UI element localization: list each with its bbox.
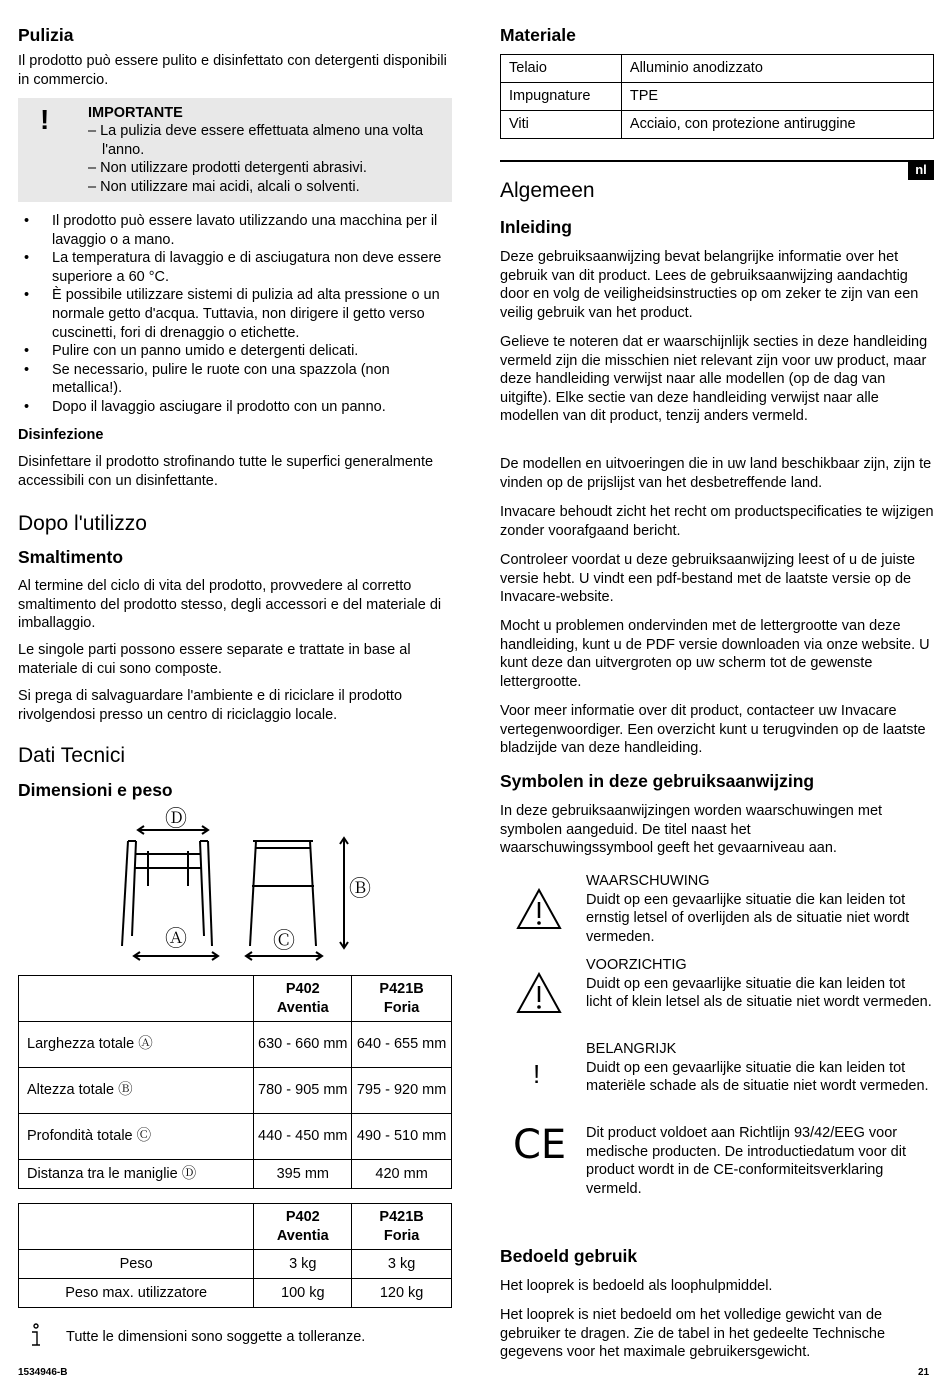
- footer-doc-number: 1534946-B: [18, 1367, 68, 1378]
- disposal-paragraph: Si prega di salvaguardare l'ambiente e di riciclare il prodotto rivolgendosi presso un centro di riciclaggio locale.: [18, 688, 403, 723]
- table-row: [501, 111, 934, 139]
- disposal-heading: Smaltimento: [18, 547, 124, 567]
- row-value: 640 - 655 mm: [352, 1022, 452, 1068]
- row-label: Peso: [19, 1250, 254, 1279]
- important-title: IMPORTANTE: [88, 105, 183, 121]
- tech-heading: Dati Tecnici: [18, 744, 125, 767]
- important-item: – Non utilizzare mai acidi, alcali o solventi.: [88, 178, 438, 197]
- row-value: 3 kg: [254, 1250, 352, 1279]
- diagram-label-b: Ⓑ: [348, 877, 372, 902]
- material-table: [500, 54, 934, 139]
- symbols-intro: In deze gebruiksaanwijzingen worden waarschuwingen met symbolen aangeduid. De titel naast het waarschuwingssymbool geeft het gevaarniveau aan.: [500, 803, 883, 857]
- symbol-title: WAARSCHUWING: [586, 873, 710, 889]
- diagram-label-a: Ⓐ: [164, 927, 188, 952]
- table-header-p421b: P421B Foria: [352, 1204, 452, 1250]
- disposal-paragraph: Le singole parti possono essere separate e trattate in base al materiale di cui sono composte.: [18, 642, 411, 677]
- material-part: Impugnature: [501, 83, 622, 111]
- diagram-label-d: Ⓓ: [164, 807, 188, 832]
- weight-table: [18, 1203, 452, 1308]
- row-label: Altezza totale Ⓑ: [19, 1068, 254, 1114]
- row-value: 420 mm: [352, 1160, 452, 1189]
- row-label: Profondità totale Ⓒ: [19, 1114, 254, 1160]
- footer-page-number: 21: [918, 1367, 930, 1378]
- table-header-p402: P402 Aventia: [254, 976, 352, 1022]
- material-value: TPE: [621, 83, 933, 111]
- warning-triangle-icon: [516, 888, 562, 930]
- material-value: Acciaio, con protezione antiruggine: [621, 111, 933, 139]
- table-header-empty: [19, 976, 254, 1022]
- diagram-label-c: Ⓒ: [272, 929, 296, 954]
- dimensions-heading: Dimensioni e peso: [18, 780, 173, 800]
- symbol-title: VOORZICHTIG: [586, 957, 687, 973]
- bullet-item: • La temperatura di lavaggio e di asciugatura non deve essere superiore a 60 °C.: [18, 249, 452, 286]
- intro-paragraph: Voor meer informatie over dit product, contacteer uw Invacare vertegenwoordiger. Een overzicht kunt u terugvinden op de laatste bladzijde van deze handleiding.: [500, 703, 926, 757]
- intro-heading: Inleiding: [500, 217, 572, 237]
- row-label: Distanza tra le maniglie Ⓓ: [19, 1160, 254, 1189]
- bullet-item: • Se necessario, pulire le ruote con una spazzola (non metallica!).: [18, 361, 452, 398]
- cleaning-bullets: [18, 212, 452, 417]
- row-value: 490 - 510 mm: [352, 1114, 452, 1160]
- material-part: Viti: [501, 111, 622, 139]
- cleaning-heading: Pulizia: [18, 25, 74, 45]
- intended-use-paragraph: Het looprek is niet bedoeld om het volledige gewicht van de gebruiker te dragen. Zie de tabel in het gedeelte Technische gegevens voor het maximale gebruikersgewicht.: [500, 1307, 886, 1361]
- after-use-heading: Dopo l'utilizzo: [18, 512, 147, 535]
- table-header-empty: [19, 1204, 254, 1250]
- bullet-item: • Il prodotto può essere lavato utilizzando una macchina per il lavaggio o a mano.: [18, 212, 452, 249]
- language-tab: nl: [908, 160, 934, 180]
- bullet-item: • Pulire con un panno umido e detergenti delicati.: [18, 342, 452, 361]
- intro-paragraph: Mocht u problemen ondervinden met de lettergrootte van deze handleiding, kunt u de PDF versie downloaden via onze website. U kunt deze dan uitvergroten op uw scherm tot de gewenste lettergrootte.: [500, 618, 930, 690]
- row-label: Larghezza totale Ⓐ: [19, 1022, 254, 1068]
- caution-triangle-icon: [516, 972, 562, 1014]
- row-value: 795 - 920 mm: [352, 1068, 452, 1114]
- symbol-entry-caution: [586, 956, 934, 1012]
- important-item: – La pulizia deve essere effettuata almeno una volta l'anno.: [88, 122, 438, 159]
- table-row: [19, 1022, 452, 1068]
- intro-paragraph: Gelieve te noteren dat er waarschijnlijk secties in deze handleiding vermeld zijn die misschien niet relevant zijn voor uw product, maar deze handleiding verwijst naar alle modellen (op de dag van uitgifte). Elke sectie van deze handleiding verwijst naar alle modellen van dit product, tenzij anders vermeld.: [500, 334, 928, 425]
- table-row: [501, 55, 934, 83]
- row-value: 440 - 450 mm: [254, 1114, 352, 1160]
- disposal-paragraph: Al termine del ciclo di vita del prodotto, provvedere al corretto smaltimento del prodotto stesso, degli accessori e del materiale di imballaggio.: [18, 578, 442, 632]
- row-value: 630 - 660 mm: [254, 1022, 352, 1068]
- row-label: Peso max. utilizzatore: [19, 1279, 254, 1308]
- intro-paragraph: Deze gebruiksaanwijzing bevat belangrijke informatie over het gebruik van dit product. Lees de gebruiksaanwijzing aandachtig door en volg de veiligheidsinstructies op om zeker te zijn van een veilig gebruik van het product.: [500, 249, 919, 321]
- row-value: 3 kg: [352, 1250, 452, 1279]
- material-heading: Materiale: [500, 25, 576, 45]
- ce-mark-icon: CE: [513, 1122, 567, 1168]
- ce-text: Dit product voldoet aan Richtlijn 93/42/EEG voor medische producten. De introductiedatum voor dit product wordt in de CE-conformiteitsverklaring vermeld.: [586, 1125, 906, 1197]
- row-value: 780 - 905 mm: [254, 1068, 352, 1114]
- table-row: [19, 1279, 452, 1308]
- tolerance-note: Tutte le dimensioni sono soggette a tolleranze.: [66, 1329, 366, 1345]
- symbol-text: Duidt op een gevaarlijke situatie die kan leiden tot licht of klein letsel als de situatie niet wordt vermeden.: [586, 975, 932, 1011]
- important-notice: [18, 98, 452, 202]
- important-item: – Non utilizzare prodotti detergenti abrasivi.: [88, 159, 438, 178]
- disinfection-text: Disinfettare il prodotto strofinando tutte le superfici generalmente accessibili con un disinfettante.: [18, 454, 434, 489]
- dimensions-table: [18, 975, 452, 1189]
- table-header-p421b: P421B Foria: [352, 976, 452, 1022]
- intro-paragraph: Controleer voordat u deze gebruiksaanwijzing leest of u de juiste versie hebt. U vindt een pdf-bestand met de laatste versie op de Invacare-website.: [500, 552, 916, 606]
- symbol-entry-warning: [586, 872, 934, 946]
- intended-use-paragraph: Het looprek is bedoeld als loophulpmiddel.: [500, 1278, 773, 1294]
- exclamation-icon: !: [40, 104, 50, 135]
- material-part: Telaio: [501, 55, 622, 83]
- symbol-title: BELANGRIJK: [586, 1041, 677, 1057]
- row-value: 120 kg: [352, 1279, 452, 1308]
- exclamation-icon: !: [533, 1059, 541, 1089]
- walker-dimension-diagram: [108, 806, 388, 968]
- bullet-item: • Dopo il lavaggio asciugare il prodotto con un panno.: [18, 398, 452, 417]
- intro-paragraph: De modellen en uitvoeringen die in uw land beschikbaar zijn, zijn te vinden op de prijslijst van het desbetreffende land.: [500, 456, 932, 491]
- cleaning-intro: Il prodotto può essere pulito e disinfettato con detergenti disponibili in commercio.: [18, 53, 447, 88]
- general-heading: Algemeen: [500, 179, 595, 202]
- table-row: [19, 1250, 452, 1279]
- table-row: [19, 1068, 452, 1114]
- info-icon: [28, 1323, 44, 1349]
- symbol-text: Duidt op een gevaarlijke situatie die kan leiden tot materiële schade als de situatie niet wordt vermeden.: [586, 1059, 929, 1095]
- row-value: 395 mm: [254, 1160, 352, 1189]
- row-value: 100 kg: [254, 1279, 352, 1308]
- intended-use-heading: Bedoeld gebruik: [500, 1246, 638, 1266]
- material-value: Alluminio anodizzato: [621, 55, 933, 83]
- symbol-entry-important: [586, 1040, 934, 1096]
- table-row: [19, 1114, 452, 1160]
- important-list: [88, 122, 438, 196]
- intro-paragraph: Invacare behoudt zicht het recht om productspecificaties te wijzigen zonder voorafgaand bericht.: [500, 504, 934, 539]
- symbols-heading: Symbolen in deze gebruiksaanwijzing: [500, 771, 815, 791]
- disinfection-heading: Disinfezione: [18, 427, 104, 443]
- table-header-p402: P402 Aventia: [254, 1204, 352, 1250]
- bullet-item: • È possibile utilizzare sistemi di pulizia ad alta pressione o un normale getto d'acqua. Tuttavia, non dirigere il getto verso cuscinetti, fori di drenaggio o etichette.: [18, 286, 452, 342]
- section-divider: [500, 160, 908, 162]
- table-row: [501, 83, 934, 111]
- symbol-text: Duidt op een gevaarlijke situatie die kan leiden tot ernstig letsel of overlijden als de situatie niet wordt vermeden.: [586, 891, 910, 945]
- table-row: [19, 1160, 452, 1189]
